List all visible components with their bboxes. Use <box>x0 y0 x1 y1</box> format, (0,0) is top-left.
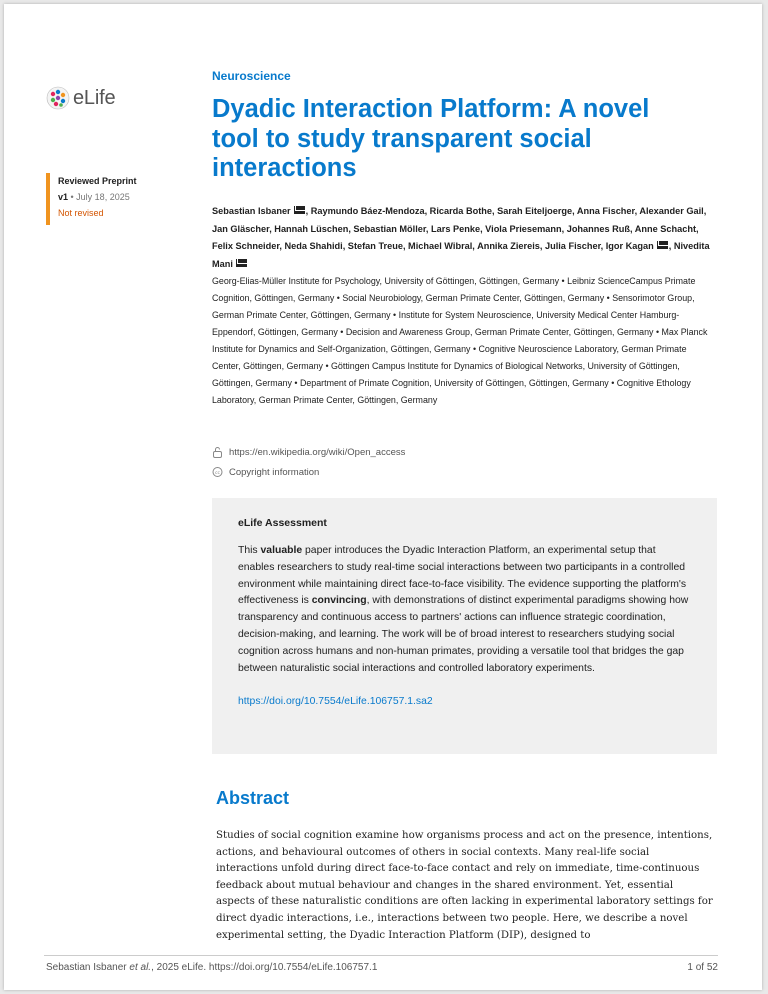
publish-date: July 18, 2025 <box>76 192 130 202</box>
mail-icon[interactable] <box>657 241 668 249</box>
open-lock-icon <box>212 446 223 458</box>
revision-status: Not revised <box>58 208 104 218</box>
version-date: v1 • July 18, 2025 <box>58 192 130 202</box>
footer-citation <box>46 962 377 973</box>
mail-icon[interactable] <box>236 259 247 267</box>
version-label: v1 <box>58 192 69 202</box>
assessment-text: This valuable paper introduces the Dyadic Interaction Platform, an experimental setup that enables researchers to study real-time social interactions between two participants in a controlled environment while maintaining direct face-to-face visibility. The evidence supporting the platform's effectiveness is convincing, with demonstrations of distinct experimental paradigms showing how transparency and continuous access to partners' actions can influence strategic coordination, decision-making, and learning. The work will be of broad interest to researchers studying social cognition across humans and non-human primates, providing a versatile tool that bridges the gap between naturalistic social interactions and controlled laboratory experiments. <box>238 545 689 674</box>
elife-assessment <box>212 498 717 754</box>
footer-citation-text: , 2025 eLife. https://doi.org/10.7554/eLife.106757.1 <box>151 962 378 973</box>
status-type: Reviewed Preprint <box>58 176 137 186</box>
abstract-text: Studies of social cognition examine how organisms process and act on the presence, intentions, actions, and behavioural outcomes of others in social contexts. Many real-life social interactions unfold during direct face-to-face contact and rely on immediate, time-continuous feedback about mutual behaviour and changes in the shared environment. Yet, essential aspects of these naturalistic conditions are often lacking in experimental laboratory settings for direct dyadic interactions, i.e., interactions between two people. Here, we describe a novel experimental setting, the Dyadic Interaction Platform (DIP), designed to <box>216 830 713 941</box>
copyright-label: Copyright information <box>229 466 320 478</box>
article-title: Dyadic Interaction Platform: A novel tool to study transparent social interactions <box>212 95 650 182</box>
svg-text:cc: cc <box>215 471 220 476</box>
footer-author: Sebastian Isbaner <box>46 962 127 973</box>
mail-icon[interactable] <box>294 206 305 214</box>
author-list <box>212 203 712 273</box>
footer-divider <box>44 955 718 956</box>
creative-commons-icon <box>212 466 223 478</box>
assessment-doi-link[interactable]: https://doi.org/10.7554/eLife.106757.1.sa2 <box>238 696 433 708</box>
copyright-link[interactable] <box>212 462 405 482</box>
elife-logo-text: eLife <box>73 86 116 109</box>
elife-logo[interactable] <box>46 86 115 110</box>
strength-term: convincing <box>311 595 367 607</box>
abstract-heading: Abstract <box>216 788 290 808</box>
subject-link[interactable]: Neuroscience <box>212 69 291 83</box>
authors-middle: , Raymundo Báez-Mendoza, Ricarda Bothe, Sarah Eiteljoerge, Anna Fischer, Alexander Gail, Jan Gläscher, Hannah Lüschen, Sebastian Möller, Lars Penke, Viola Priesemann, Johannes Ruß, Anne Schacht, Felix Schneider, Neda Shahidi, Stefan Treue, Michael Wibral, Annika Ziereis, Julia Fischer, Igor Kagan <box>212 206 707 251</box>
open-access-link[interactable] <box>212 442 405 462</box>
affiliations: Georg-Elias-Müller Institute for Psychology, University of Göttingen, Göttingen, Germany • Leibniz ScienceCampus Primate Cognition, Göttingen, Germany • Social Neurobiology, German Primate Center, Göttingen, Germany • Sensorimotor Group, German Primate Center, Göttingen, Germany • Institute for System Neuroscience, University Medical Center Hamburg-Eppendorf, Göttingen, Germany • Decision and Awareness Group, German Primate Center, Göttingen, Germany • Max Planck Institute for Dynamics and Self-Organization, Göttingen, Germany • Cognitive Neuroscience Laboratory, German Primate Center, Göttingen, Germany • Göttingen Campus Institute for Dynamics of Biological Networks, University of Göttingen, Göttingen, Germany • Department of Primate Cognition, University of Göttingen, Göttingen, Germany • Cognitive Ethology Laboratory, German Primate Center, Göttingen, Germany <box>212 276 708 405</box>
assessment-heading: eLife Assessment <box>238 517 327 529</box>
open-access-url: https://en.wikipedia.org/wiki/Open_access <box>229 446 406 458</box>
page-number: 1 of 52 <box>687 962 718 973</box>
author-1: Sebastian Isbaner <box>212 206 291 216</box>
article-links <box>212 442 405 482</box>
review-status <box>46 173 137 225</box>
author-last: , Nivedita Mani <box>212 241 710 269</box>
footer-etal: et al. <box>129 962 152 973</box>
elife-logo-icon <box>46 86 70 110</box>
significance-term: valuable <box>260 545 303 556</box>
